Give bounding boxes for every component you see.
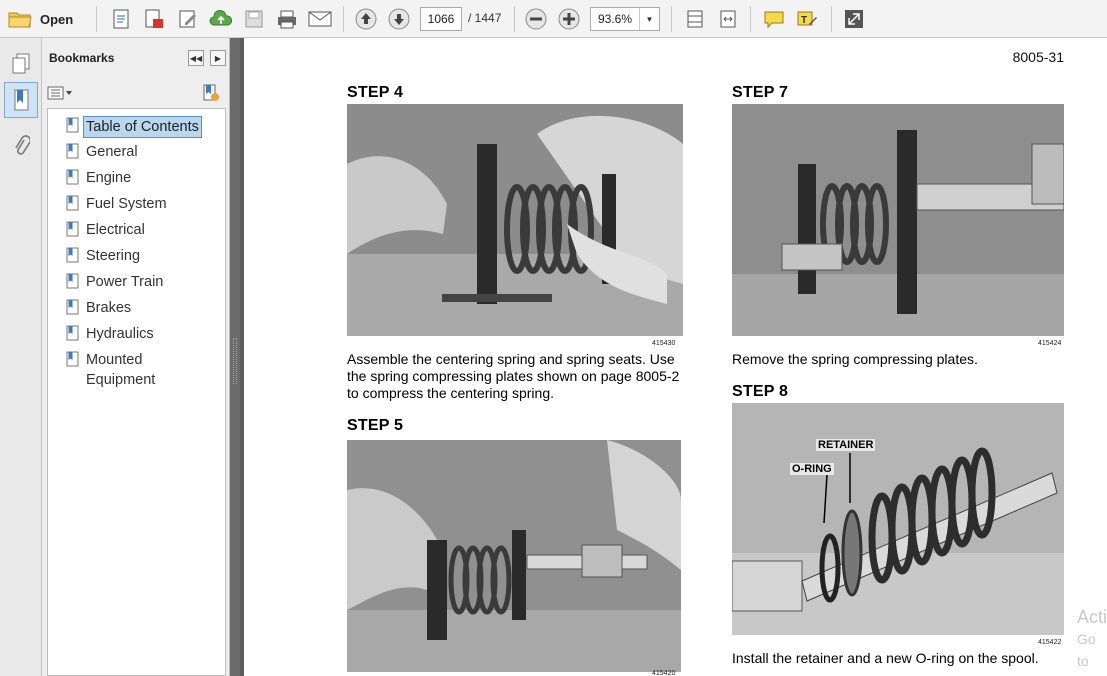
step-4-title: STEP 4: [347, 84, 404, 101]
step-8-photo-code: 415422: [1038, 639, 1062, 646]
bookmark-item[interactable]: [66, 324, 226, 344]
document-page: [244, 38, 1107, 676]
print-button[interactable]: [274, 6, 300, 32]
double-arrow-left-icon: ◀◀: [189, 53, 203, 63]
delete-bookmark-icon: [200, 84, 220, 102]
bookmark-icon: [66, 169, 80, 185]
step-5-photo-code: 415420: [652, 670, 676, 676]
printer-icon: [276, 9, 298, 29]
splitter-grip: [233, 338, 237, 384]
upload-button[interactable]: [208, 6, 234, 32]
save-icon: [244, 9, 264, 29]
zoom-value: 93.6%: [597, 12, 633, 26]
previous-page-button[interactable]: [353, 6, 379, 32]
speech-bubble-icon: [763, 9, 785, 29]
step-8-photo: [732, 403, 1064, 635]
bookmark-label: General: [86, 144, 138, 160]
export-pdf-icon: [143, 8, 165, 30]
close-panel-button[interactable]: [210, 50, 226, 66]
step-4-photo-code: 415430: [652, 340, 676, 347]
cloud-upload-icon: [209, 8, 233, 30]
step-5-title: STEP 5: [347, 417, 404, 434]
toolbar-separator: [96, 6, 97, 32]
step-7-photo-code: 415424: [1038, 340, 1062, 347]
bookmark-icon: [66, 299, 80, 315]
toolbar-separator: [831, 6, 832, 32]
bookmark-icon: [66, 247, 80, 263]
bookmarks-title: Bookmarks: [49, 51, 115, 65]
highlight-button[interactable]: [794, 6, 820, 32]
toolbar-separator: [343, 6, 344, 32]
save-button[interactable]: [241, 6, 267, 32]
step-8-title: STEP 8: [732, 383, 789, 400]
bookmark-icon: [66, 143, 80, 159]
activate-line-1: Acti: [1077, 607, 1107, 627]
bookmark-icon: [66, 273, 80, 289]
bookmark-item[interactable]: [66, 194, 226, 214]
fit-width-icon: [718, 8, 738, 30]
step-7-title: STEP 7: [732, 84, 789, 101]
bookmark-icon: [66, 221, 80, 237]
page-total: / 1447: [468, 11, 502, 25]
bookmark-icon: [66, 325, 80, 341]
bookmark-label: Table of Contents: [83, 116, 202, 138]
arrow-up-icon: [355, 8, 377, 30]
bookmark-item[interactable]: [66, 142, 226, 162]
zoom-select[interactable]: [590, 7, 660, 31]
bookmark-label: Hydraulics: [86, 326, 154, 342]
email-button[interactable]: [307, 6, 333, 32]
step-7-caption: Remove the spring compressing plates.: [732, 351, 978, 367]
toolbar-separator: [750, 6, 751, 32]
bookmark-item[interactable]: [66, 272, 226, 292]
arrow-right-icon: ▶: [214, 53, 222, 63]
page-number-input[interactable]: 1066: [420, 7, 462, 31]
bookmark-label: Steering: [86, 248, 141, 264]
options-menu-icon: [47, 85, 73, 101]
bookmark-label: Fuel System: [86, 196, 167, 212]
attachments-tab[interactable]: [4, 128, 38, 164]
step-4-caption: Assemble the centering spring and spring seats. Use the spring compressing plates shown on page 8005-2 to compress the centering spring.: [347, 351, 680, 401]
bookmark-icon: [66, 117, 80, 133]
bookmark-icon: [66, 351, 80, 367]
toolbar-separator: [514, 6, 515, 32]
arrow-down-icon: [388, 8, 410, 30]
bookmark-item[interactable]: [66, 168, 226, 188]
activate-windows-watermark: [1077, 606, 1107, 672]
zoom-in-button[interactable]: [556, 6, 582, 32]
bookmark-label: Mounted Equipment: [86, 352, 156, 388]
bookmark-item[interactable]: [66, 220, 226, 240]
bookmark-label: Electrical: [86, 222, 145, 238]
bookmark-item[interactable]: [66, 298, 226, 318]
navigation-pane-strip: [0, 38, 42, 676]
retainer-callout: RETAINER: [818, 439, 874, 451]
fit-page-button[interactable]: [682, 6, 708, 32]
comment-button[interactable]: [761, 6, 787, 32]
step-8-caption: Install the retainer and a new O-ring on the spool.: [732, 650, 1039, 666]
svg-text:T: T: [801, 15, 808, 26]
open-label: Open: [40, 11, 74, 27]
folder-icon: [8, 9, 32, 29]
step-7-photo: [732, 104, 1064, 336]
export-pdf-button[interactable]: [141, 6, 167, 32]
full-screen-button[interactable]: [841, 6, 867, 32]
activate-line-2: Go to: [1077, 631, 1096, 669]
o-ring-callout: O-RING: [792, 463, 832, 475]
bookmarks-panel: [42, 38, 230, 676]
bookmark-icon: [12, 88, 30, 112]
bookmarks-header: [42, 38, 230, 78]
bookmarks-tree: [47, 108, 226, 676]
page-thumbnails-tab[interactable]: [4, 46, 38, 82]
expand-icon: [843, 8, 865, 30]
bookmark-label: Engine: [86, 170, 132, 186]
fit-page-icon: [685, 8, 705, 30]
open-button[interactable]: [8, 7, 73, 31]
main-toolbar: [0, 0, 1107, 38]
bookmark-item[interactable]: [66, 116, 226, 138]
fit-width-button[interactable]: [715, 6, 741, 32]
minus-icon: [525, 8, 547, 30]
edit-pdf-button[interactable]: [175, 6, 201, 32]
bookmark-item[interactable]: [66, 350, 166, 390]
step-5-photo: [347, 440, 681, 672]
highlighter-icon: [796, 9, 818, 29]
create-pdf-button[interactable]: [108, 6, 134, 32]
bookmark-label: Power Train: [86, 274, 164, 290]
document-viewport[interactable]: [240, 38, 1107, 676]
delete-bookmark-button[interactable]: [200, 84, 220, 102]
plus-icon: [558, 8, 580, 30]
collapse-panel-button[interactable]: [188, 50, 204, 66]
edit-icon: [177, 8, 199, 30]
zoom-out-button[interactable]: [523, 6, 549, 32]
create-pdf-icon: [110, 8, 132, 30]
bookmark-item[interactable]: [66, 246, 226, 266]
step-4-photo: [347, 104, 683, 336]
page-thumbnails-icon: [10, 52, 32, 76]
paperclip-icon: [12, 134, 30, 158]
bookmark-icon: [66, 195, 80, 211]
next-page-button[interactable]: [386, 6, 412, 32]
bookmarks-tab[interactable]: [4, 82, 38, 118]
bookmark-options-button[interactable]: [47, 84, 73, 102]
bookmark-label: Brakes: [86, 300, 132, 316]
envelope-icon: [308, 10, 332, 28]
chevron-down-icon[interactable]: ▼: [639, 8, 659, 30]
panel-splitter[interactable]: [230, 38, 240, 676]
page-number-label: 8005-31: [1012, 49, 1064, 65]
toolbar-separator: [671, 6, 672, 32]
